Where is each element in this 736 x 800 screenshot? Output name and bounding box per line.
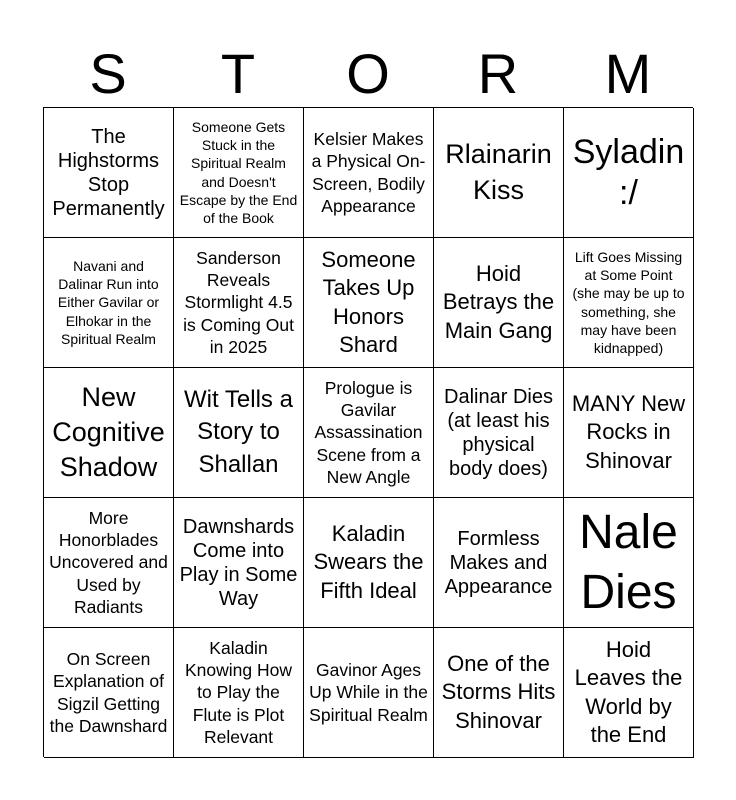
cell-text: One of the Storms Hits Shinovar <box>441 651 556 733</box>
bingo-cell[interactable] <box>174 238 304 368</box>
header-letter-m: M <box>604 42 652 105</box>
bingo-cell[interactable] <box>434 108 564 238</box>
cell-text: MANY New Rocks in Shinovar <box>571 391 686 473</box>
header-letter-o: O <box>346 42 390 105</box>
bingo-cell[interactable] <box>174 628 304 758</box>
bingo-header <box>43 40 693 108</box>
cell-text: Prologue is Gavilar Assassination Scene from a New Angle <box>314 377 423 488</box>
bingo-cell[interactable] <box>564 368 694 498</box>
bingo-cell[interactable] <box>434 238 564 368</box>
cell-text: Someone Gets Stuck in the Spiritual Realm and Doesn't Escape by the End of the Book <box>179 118 298 226</box>
bingo-cell[interactable] <box>304 108 434 238</box>
cell-text: Syladin :/ <box>572 132 685 212</box>
bingo-cell[interactable] <box>44 108 174 238</box>
bingo-cell[interactable] <box>304 498 434 628</box>
cell-text: Lift Goes Missing at Some Point (she may be up to something, she may have been kidnapped) <box>572 248 685 356</box>
bingo-cell[interactable] <box>564 498 694 628</box>
cell-text: Gavinor Ages Up While in the Spiritual Realm <box>309 659 428 725</box>
bingo-cell[interactable] <box>434 368 564 498</box>
header-letter-s: S <box>89 42 127 105</box>
header-letter-t: T <box>220 42 256 105</box>
cell-text: Formless Makes and Appearance <box>444 527 553 598</box>
bingo-cell[interactable] <box>174 498 304 628</box>
header-letter-r: R <box>477 42 519 105</box>
cell-text: More Honorblades Uncovered and Used by Radiants <box>49 507 168 618</box>
cell-text: Navani and Dalinar Run into Either Gavilar or Elhokar in the Spiritual Realm <box>57 258 160 347</box>
cell-text: Someone Takes Up Honors Shard <box>321 247 416 357</box>
cell-text: Sanderson Reveals Stormlight 4.5 is Coming Out in 2025 <box>183 247 294 358</box>
cell-text: Hoid Leaves the World by the End <box>574 637 683 747</box>
cell-text: Kaladin Swears the Fifth Ideal <box>313 521 424 603</box>
bingo-cell[interactable] <box>304 238 434 368</box>
bingo-board <box>43 107 693 757</box>
cell-text: The Highstorms Stop Permanently <box>52 125 165 220</box>
bingo-cell[interactable] <box>304 628 434 758</box>
bingo-cell[interactable] <box>434 628 564 758</box>
bingo-cell[interactable] <box>44 238 174 368</box>
bingo-cell[interactable] <box>174 108 304 238</box>
bingo-cell[interactable] <box>564 108 694 238</box>
cell-text: Kelsier Makes a Physical On-Screen, Bodily Appearance <box>311 128 426 216</box>
cell-text: New Cognitive Shadow <box>52 381 165 483</box>
bingo-cell[interactable] <box>434 498 564 628</box>
bingo-cell[interactable] <box>44 628 174 758</box>
cell-text: Nale Dies <box>579 505 678 619</box>
bingo-cell[interactable] <box>304 368 434 498</box>
cell-text: On Screen Explanation of Sigzil Getting the Dawnshard <box>49 648 168 736</box>
bingo-cell[interactable] <box>174 368 304 498</box>
cell-text: Kaladin Knowing How to Play the Flute is Plot Relevant <box>185 637 292 748</box>
cell-text: Rlainarin Kiss <box>445 139 552 205</box>
bingo-cell[interactable] <box>44 498 174 628</box>
cell-text: Hoid Betrays the Main Gang <box>442 261 555 343</box>
cell-text: Wit Tells a Story to Shallan <box>184 385 293 478</box>
bingo-cell[interactable] <box>44 368 174 498</box>
bingo-cell[interactable] <box>564 238 694 368</box>
cell-text: Dawnshards Come into Play in Some Way <box>179 515 298 610</box>
cell-text: Dalinar Dies (at least his physical body does) <box>444 385 553 480</box>
bingo-cell[interactable] <box>564 628 694 758</box>
